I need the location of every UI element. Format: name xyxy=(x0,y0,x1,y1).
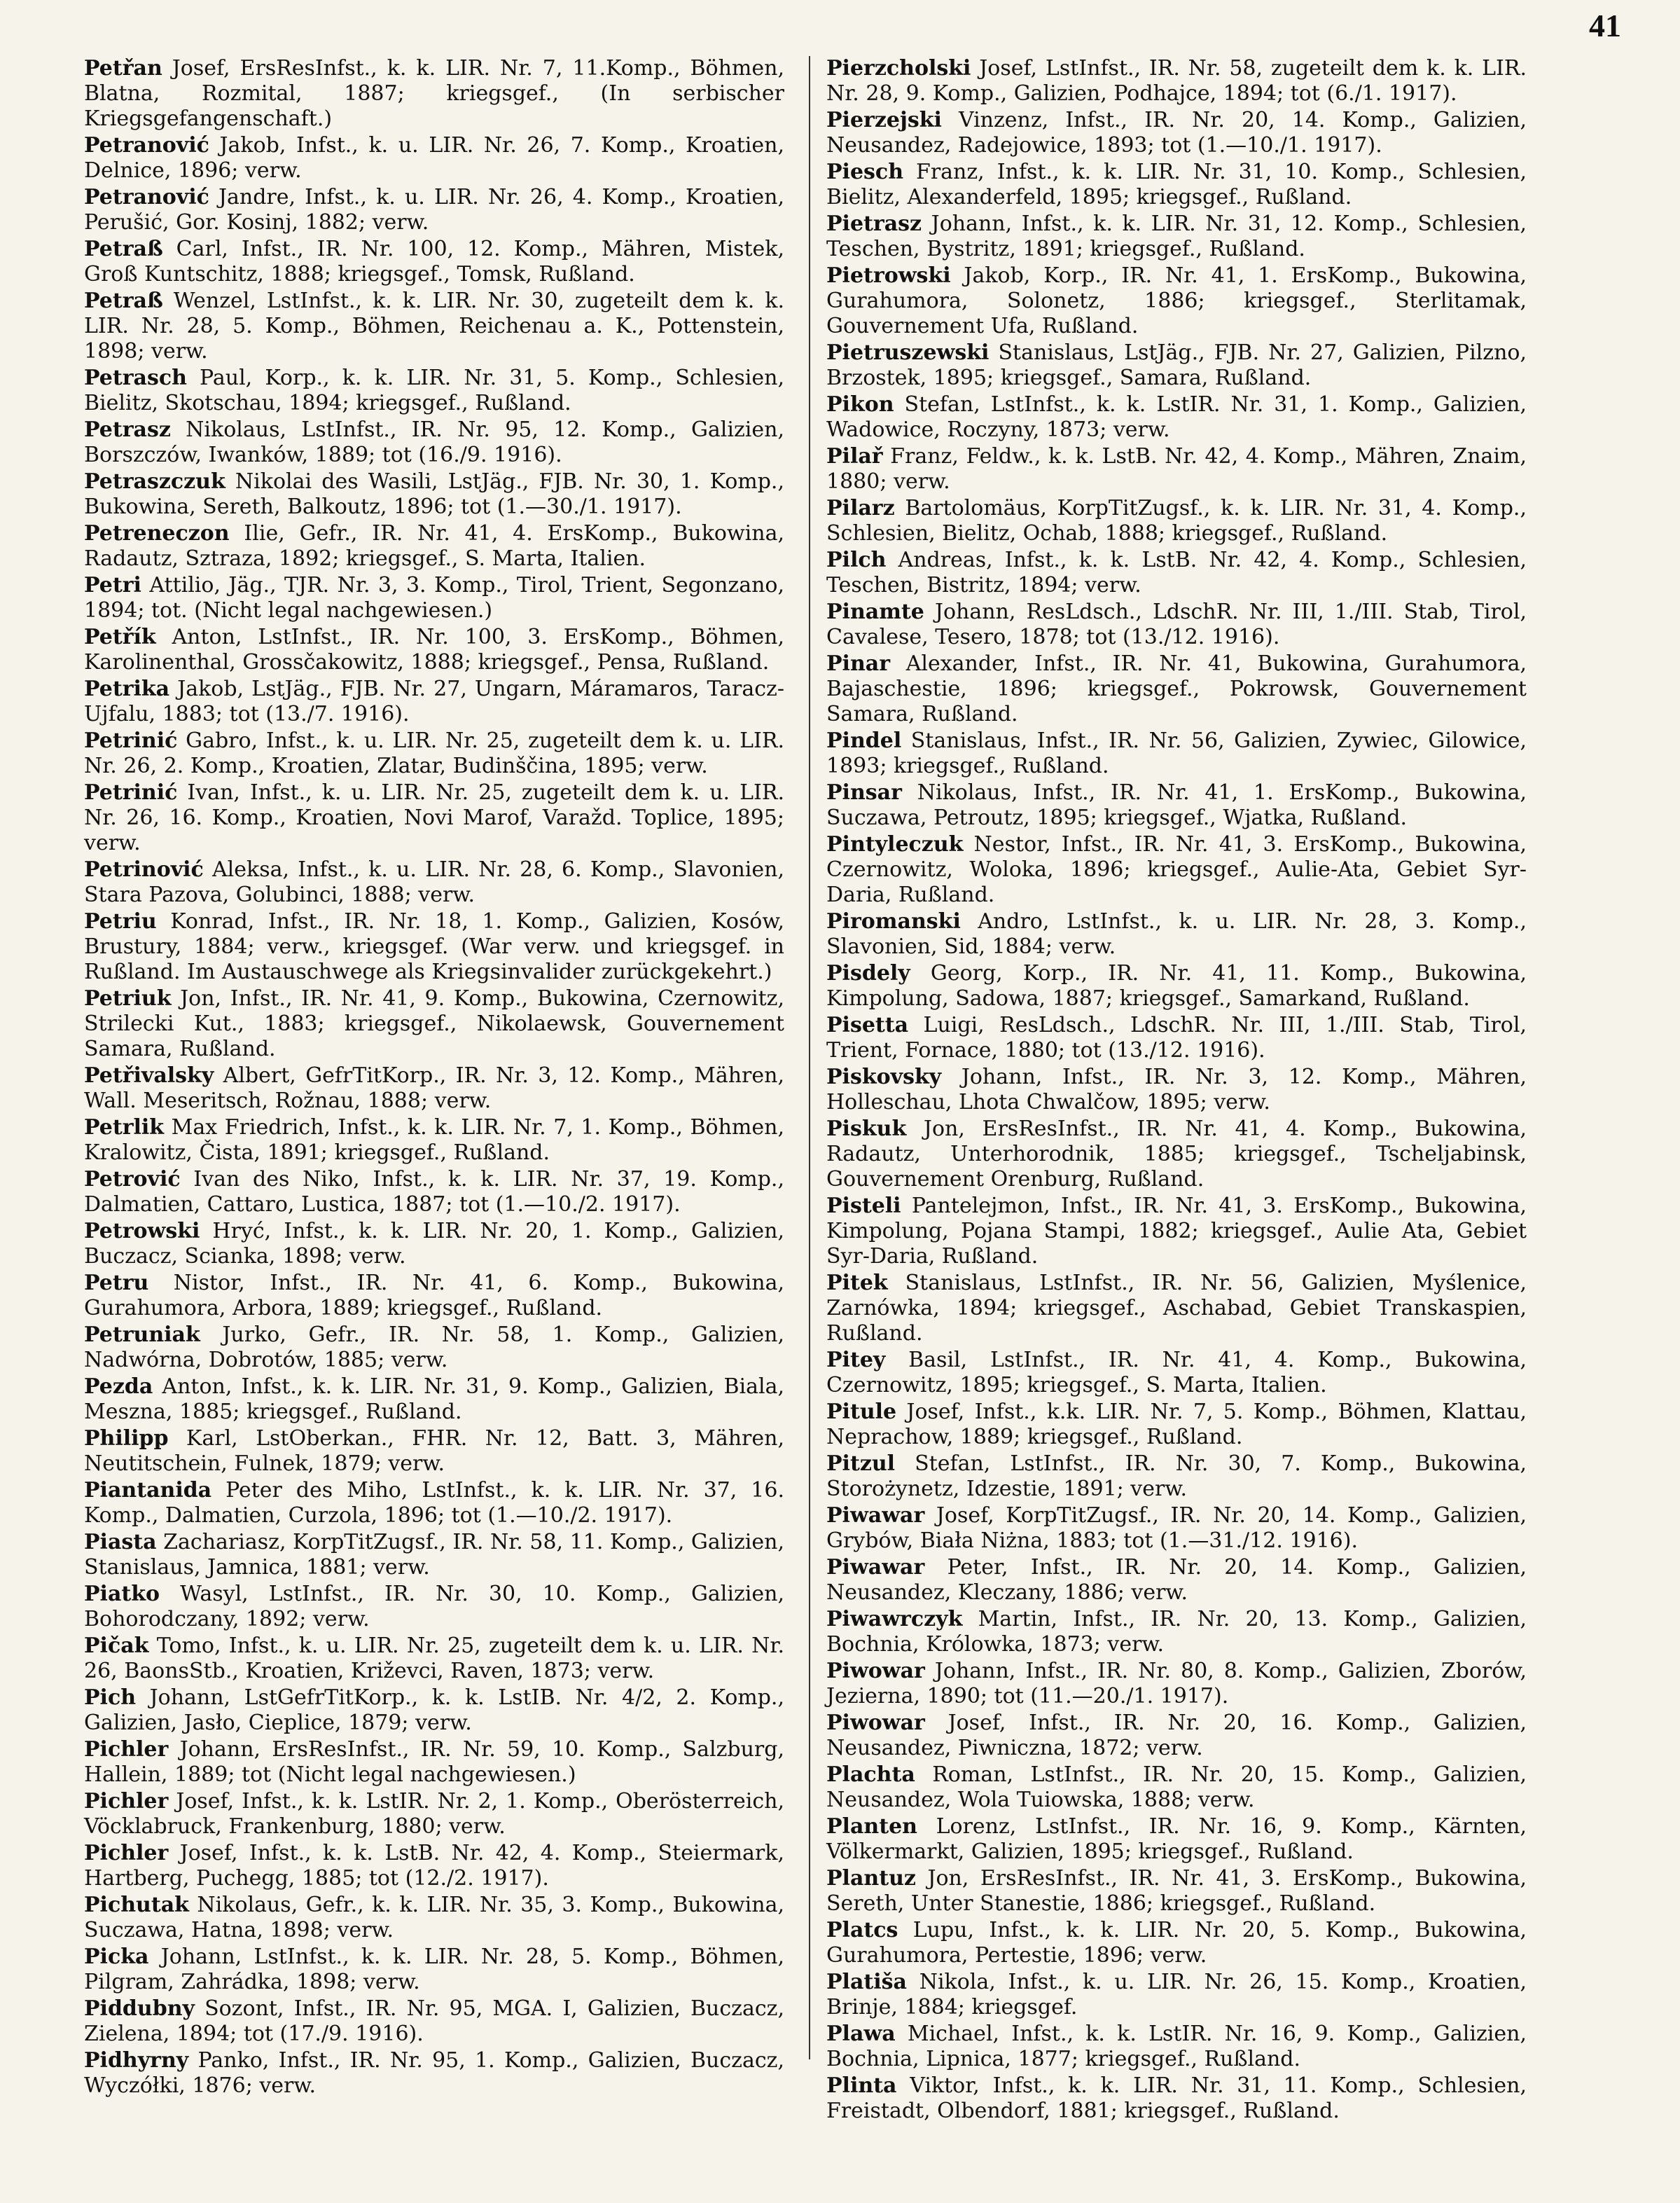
register-entry xyxy=(84,1893,784,1943)
entry-details: Tomo, Infst., k. u. LIR. Nr. 25, zugeteilt dem k. u. LIR. Nr. 26, BaonsStb., Kroatien, Križevci, Raven, 1873; verw. xyxy=(84,1634,784,1683)
entry-surname: Picka xyxy=(84,1945,149,1969)
register-entry xyxy=(826,263,1527,339)
register-entry xyxy=(84,1582,784,1632)
entry-surname: Pitzul xyxy=(826,1451,896,1476)
right-column xyxy=(826,56,1527,2125)
column-divider xyxy=(809,56,810,2059)
register-entry xyxy=(84,857,784,908)
entry-surname: Pierzcholski xyxy=(826,56,971,81)
entry-surname: Piskuk xyxy=(826,1117,907,1141)
entry-surname: Pintyleczuk xyxy=(826,832,964,857)
entry-details: Lupu, Infst., k. k. LIR. Nr. 20, 5. Komp., Bukowina, Gurahumora, Pertestie, 1896; verw. xyxy=(826,1918,1527,1968)
entry-surname: Pičak xyxy=(84,1634,149,1658)
entry-details: Franz, Feldw., k. k. LstB. Nr. 42, 4. Komp., Mähren, Znaim, 1880; verw. xyxy=(826,444,1527,494)
entry-surname: Petrinović xyxy=(84,857,204,882)
entry-surname: Piromanski xyxy=(826,909,961,934)
entry-details: Paul, Korp., k. k. LIR. Nr. 31, 5. Komp., Schlesien, Bielitz, Skotschau, 1894; kriegsgef., Rußland. xyxy=(84,366,784,415)
register-entry xyxy=(826,1866,1527,1917)
page-number: 41 xyxy=(1589,8,1621,43)
entry-surname: Piasta xyxy=(84,1530,157,1554)
entry-details: Ivan des Niko, Infst., k. k. LIR. Nr. 37, 19. Komp., Dalmatien, Cattaro, Lustica, 1887; tot (1.—10./2. 1917). xyxy=(84,1167,784,1217)
entry-surname: Petrinić xyxy=(84,780,178,805)
register-entry xyxy=(826,1013,1527,1063)
register-entry xyxy=(826,1348,1527,1398)
register-entry xyxy=(84,728,784,779)
register-entry xyxy=(84,780,784,856)
register-entry xyxy=(826,1970,1527,2020)
entry-surname: Petrasch xyxy=(84,366,187,390)
entry-surname: Plawa xyxy=(826,2022,896,2046)
entry-surname: Petruniak xyxy=(84,1323,200,1347)
register-entry xyxy=(84,185,784,235)
entry-details: Nistor, Infst., IR. Nr. 41, 6. Komp., Bukowina, Gurahumora, Arbora, 1889; kriegsgef., Rußland. xyxy=(84,1271,784,1320)
entry-surname: Petri xyxy=(84,573,141,598)
entry-details: Zachariasz, KorpTitZugsf., IR. Nr. 58, 11. Komp., Galizien, Stanislaus, Jamnica, 1881; verw. xyxy=(84,1530,784,1580)
register-entry xyxy=(84,417,784,468)
entry-details: Wasyl, LstInfst., IR. Nr. 30, 10. Komp., Galizien, Bohorodczany, 1892; verw. xyxy=(84,1582,784,1631)
register-entry xyxy=(826,600,1527,650)
entry-details: Anton, LstInfst., IR. Nr. 100, 3. ErsKomp., Böhmen, Karolinenthal, Grossčakowitz, 1888; kriegsgef., Pensa, Rußland. xyxy=(84,625,784,675)
entry-details: Jakob, LstJäg., FJB. Nr. 27, Ungarn, Máramaros, Taracz-Ujfalu, 1883; tot (13./7. 1916). xyxy=(84,677,784,726)
entry-details: Luigi, ResLdsch., LdschR. Nr. III, 1./III. Stab, Tirol, Trient, Fornace, 1880; tot (13./12. 1916). xyxy=(826,1013,1527,1063)
entry-surname: Petřivalsky xyxy=(84,1063,214,1088)
register-entry xyxy=(826,1400,1527,1450)
entry-details: Pantelejmon, Infst., IR. Nr. 41, 3. ErsKomp., Bukowina, Kimpolung, Pojana Stampi, 1882; kriegsgef., Aulie Ata, Gebiet Syr-Daria, Rußland. xyxy=(826,1194,1527,1269)
register-entry xyxy=(826,1503,1527,1554)
entry-surname: Platiša xyxy=(826,1970,907,1994)
entry-details: Johann, ResLdsch., LdschR. Nr. III, 1./III. Stab, Tirol, Cavalese, Tesero, 1878; tot (13./12. 1916). xyxy=(826,600,1527,649)
entry-surname: Petřan xyxy=(84,56,162,81)
entry-surname: Plinta xyxy=(826,2073,897,2098)
entry-surname: Piesch xyxy=(826,160,904,184)
register-entry xyxy=(826,2022,1527,2072)
entry-details: Johann, Infst., IR. Nr. 3, 12. Komp., Mähren, Holleschau, Lhota Chwalčow, 1895; verw. xyxy=(826,1065,1527,1114)
entry-surname: Pietrasz xyxy=(826,212,922,236)
entry-details: Lorenz, LstInfst., IR. Nr. 16, 9. Komp., Kärnten, Völkermarkt, Galizien, 1895; kriegsgef., Rußland. xyxy=(826,1814,1527,1864)
register-entry xyxy=(826,56,1527,106)
register-entry xyxy=(84,289,784,364)
register-entry xyxy=(826,496,1527,546)
register-entry xyxy=(826,1555,1527,1605)
entry-details: Konrad, Infst., IR. Nr. 18, 1. Komp., Galizien, Kosów, Brustury, 1884; verw., kriegsgef. (War verw. und kriegsgef. in Rußland. Im Austauschwege als Kriegsinvalider zurückgekehrt.) xyxy=(84,909,784,984)
entry-surname: Pierzejski xyxy=(826,108,942,132)
register-entry xyxy=(84,56,784,132)
entry-surname: Piwowar xyxy=(826,1711,925,1735)
entry-details: Jurko, Gefr., IR. Nr. 58, 1. Komp., Galizien, Nadwórna, Dobrotów, 1885; verw. xyxy=(84,1323,784,1372)
entry-surname: Plachta xyxy=(826,1762,915,1787)
entry-details: Josef, Infst., IR. Nr. 20, 16. Komp., Galizien, Neusandez, Piwniczna, 1872; verw. xyxy=(826,1711,1527,1760)
entry-surname: Pich xyxy=(84,1685,137,1710)
entry-surname: Pilch xyxy=(826,548,887,572)
entry-surname: Pisdely xyxy=(826,961,910,986)
register-entry xyxy=(826,651,1527,727)
register-entry xyxy=(84,909,784,985)
entry-details: Johann, LstGefrTitKorp., k. k. LstIB. Nr. 4/2, 2. Komp., Galizien, Jasło, Cieplice, 1879; verw. xyxy=(84,1685,784,1735)
register-entry xyxy=(826,909,1527,960)
entry-surname: Petraß xyxy=(84,237,163,261)
entry-surname: Petraszczuk xyxy=(84,469,225,494)
entry-details: Ivan, Infst., k. u. LIR. Nr. 25, zugeteilt dem k. u. LIR. Nr. 26, 16. Komp., Kroatien, Novi Marof, Varažd. Toplice, 1895; verw. xyxy=(84,780,784,855)
entry-details: Josef, LstInfst., IR. Nr. 58, zugeteilt dem k. k. LIR. Nr. 28, 9. Komp., Galizien, Podhajce, 1894; tot (6./1. 1917). xyxy=(826,56,1527,106)
entry-surname: Petrlik xyxy=(84,1115,165,1140)
register-entry xyxy=(84,1945,784,1995)
register-entry xyxy=(84,1996,784,2047)
entry-details: Basil, LstInfst., IR. Nr. 41, 4. Komp., Bukowina, Czernowitz, 1895; kriegsgef., S. Marta, Italien. xyxy=(826,1348,1527,1397)
register-entry xyxy=(826,108,1527,158)
register-entry xyxy=(826,1117,1527,1192)
register-entry xyxy=(826,1607,1527,1657)
entry-details: Johann, LstInfst., k. k. LIR. Nr. 28, 5. Komp., Böhmen, Pilgram, Zahrádka, 1898; verw. xyxy=(84,1945,784,1994)
entry-details: Jandre, Infst., k. u. LIR. Nr. 26, 4. Komp., Kroatien, Perušić, Gor. Kosinj, 1882; verw. xyxy=(84,185,784,235)
entry-surname: Pinsar xyxy=(826,780,902,805)
register-entry xyxy=(826,1762,1527,1813)
register-entry xyxy=(84,573,784,623)
entry-details: Jakob, Korp., IR. Nr. 41, 1. ErsKomp., Bukowina, Gurahumora, Solonetz, 1886; kriegsgef., Sterlitamak, Gouvernement Ufa, Rußland. xyxy=(826,263,1527,338)
register-entry xyxy=(826,728,1527,779)
entry-details: Nikolaus, Gefr., k. k. LIR. Nr. 35, 3. Komp., Bukowina, Suczawa, Hatna, 1898; verw. xyxy=(84,1893,784,1942)
register-entry xyxy=(826,780,1527,831)
entry-details: Alexander, Infst., IR. Nr. 41, Bukowina, Gurahumora, Bajaschestie, 1896; kriegsgef., Pokrowsk, Gouvernement Samara, Rußland. xyxy=(826,651,1527,726)
register-entry xyxy=(84,469,784,520)
entry-details: Josef, KorpTitZugsf., IR. Nr. 20, 14. Komp., Galizien, Grybów, Biała Niżna, 1883; tot (1.—31./12. 1916). xyxy=(826,1503,1527,1553)
entry-details: Sozont, Infst., IR. Nr. 95, MGA. I, Galizien, Buczacz, Zielena, 1894; tot (17./9. 1916). xyxy=(84,1996,784,2046)
register-entry xyxy=(826,1194,1527,1269)
register-entry xyxy=(84,1634,784,1684)
register-entry xyxy=(84,1685,784,1736)
entry-surname: Pichler xyxy=(84,1841,169,1865)
entry-details: Roman, LstInfst., IR. Nr. 20, 15. Komp., Galizien, Neusandez, Wola Tuiowska, 1888; verw. xyxy=(826,1762,1527,1812)
entry-details: Bartolomäus, KorpTitZugsf., k. k. LIR. Nr. 31, 4. Komp., Schlesien, Bielitz, Ochab, 1888; kriegsgef., Rußland. xyxy=(826,496,1527,546)
entry-surname: Pilarz xyxy=(826,496,895,520)
entry-surname: Planten xyxy=(826,1814,917,1839)
register-entry xyxy=(826,340,1527,391)
entry-details: Karl, LstOberkan., FHR. Nr. 12, Batt. 3, Mähren, Neutitschein, Fulnek, 1879; verw. xyxy=(84,1426,784,1476)
register-entry xyxy=(84,1478,784,1528)
entry-surname: Philipp xyxy=(84,1426,169,1451)
entry-surname: Pitule xyxy=(826,1400,897,1424)
entry-details: Martin, Infst., IR. Nr. 20, 13. Komp., Galizien, Bochnia, Królowka, 1873; verw. xyxy=(826,1607,1527,1657)
register-entry xyxy=(826,832,1527,908)
register-entry xyxy=(84,1737,784,1788)
register-entry xyxy=(84,1530,784,1580)
entry-details: Josef, Infst., k. k. LstIR. Nr. 2, 1. Komp., Oberösterreich, Vöcklabruck, Frankenburg, 1880; verw. xyxy=(84,1789,784,1839)
entry-surname: Petraß xyxy=(84,289,163,313)
entry-details: Peter des Miho, LstInfst., k. k. LIR. Nr. 37, 16. Komp., Dalmatien, Curzola, 1896; tot (1.—10./2. 1917). xyxy=(84,1478,784,1528)
entry-surname: Petrović xyxy=(84,1167,181,1192)
register-entry xyxy=(84,677,784,727)
entry-details: Gabro, Infst., k. u. LIR. Nr. 25, zugeteilt dem k. u. LIR. Nr. 26, 2. Komp., Kroatien, Zlatar, Budinščina, 1895; verw. xyxy=(84,728,784,778)
entry-surname: Pisteli xyxy=(826,1194,901,1218)
entry-details: Stanislaus, LstJäg., FJB. Nr. 27, Galizien, Pilzno, Brzostek, 1895; kriegsgef., Samara, Rußland. xyxy=(826,340,1527,390)
entry-surname: Pikon xyxy=(826,392,894,417)
register-entry xyxy=(826,1918,1527,1968)
entry-surname: Petriuk xyxy=(84,986,172,1011)
register-entry xyxy=(826,1659,1527,1709)
register-entry xyxy=(84,1374,784,1425)
register-entry xyxy=(84,986,784,1062)
entry-details: Nikolai des Wasili, LstJäg., FJB. Nr. 30, 1. Komp., Bukowina, Sereth, Balkoutz, 1896; tot (1.—30./1. 1917). xyxy=(84,469,784,519)
entry-details: Wenzel, LstInfst., k. k. LIR. Nr. 30, zugeteilt dem k. k. LIR. Nr. 28, 5. Komp., Böhmen, Reichenau a. K., Pottenstein, 1898; verw. xyxy=(84,289,784,364)
entry-details: Andreas, Infst., k. k. LstB. Nr. 42, 4. Komp., Schlesien, Teschen, Bistritz, 1894; verw. xyxy=(826,548,1527,598)
entry-details: Johann, Infst., k. k. LIR. Nr. 31, 12. Komp., Schlesien, Teschen, Bystritz, 1891; kriegsgef., Rußland. xyxy=(826,212,1527,261)
register-entry xyxy=(84,1219,784,1269)
entry-surname: Pinamte xyxy=(826,600,924,624)
left-column xyxy=(84,56,784,2100)
entry-surname: Plantuz xyxy=(826,1866,916,1891)
entry-details: Georg, Korp., IR. Nr. 41, 11. Komp., Bukowina, Kimpolung, Sadowa, 1887; kriegsgef., Samarkand, Rußland. xyxy=(826,961,1527,1011)
register-entry xyxy=(826,1711,1527,1761)
entry-surname: Pindel xyxy=(826,728,902,753)
entry-details: Jon, ErsResInfst., IR. Nr. 41, 4. Komp., Bukowina, Radautz, Unterhorodnik, 1885; kriegsgef., Tscheljabinsk, Gouvernement Orenburg, Rußland. xyxy=(826,1117,1527,1192)
entry-surname: Pinar xyxy=(826,651,891,676)
entry-details: Josef, Infst., k.k. LIR. Nr. 7, 5. Komp., Böhmen, Klattau, Neprachow, 1889; kriegsgef., Rußland. xyxy=(826,1400,1527,1449)
entry-details: Nestor, Infst., IR. Nr. 41, 3. ErsKomp., Bukowina, Czernowitz, Woloka, 1896; kriegsgef., Aulie-Ata, Gebiet Syr-Daria, Rußland. xyxy=(826,832,1527,907)
entry-surname: Pitek xyxy=(826,1271,888,1295)
entry-details: Viktor, Infst., k. k. LIR. Nr. 31, 11. Komp., Schlesien, Freistadt, Olbendorf, 1881; kriegsgef., Rußland. xyxy=(826,2073,1527,2123)
entry-details: Anton, Infst., k. k. LIR. Nr. 31, 9. Komp., Galizien, Biala, Meszna, 1885; kriegsgef., Rußland. xyxy=(84,1374,784,1424)
entry-surname: Petranović xyxy=(84,185,209,209)
entry-surname: Pisetta xyxy=(826,1013,909,1037)
entry-details: Stefan, LstInfst., k. k. LstIR. Nr. 31, 1. Komp., Galizien, Wadowice, Roczyny, 1873; verw. xyxy=(826,392,1527,442)
register-entry xyxy=(84,521,784,572)
register-entry xyxy=(826,212,1527,262)
entry-details: Albert, GefrTitKorp., IR. Nr. 3, 12. Komp., Mähren, Wall. Meseritsch, Rožnau, 1888; verw. xyxy=(84,1063,784,1113)
entry-details: Attilio, Jäg., TJR. Nr. 3, 3. Komp., Tirol, Trient, Segonzano, 1894; tot. (Nicht legal nachgewiesen.) xyxy=(84,573,784,623)
register-entry xyxy=(84,1167,784,1217)
entry-surname: Petranović xyxy=(84,133,209,158)
entry-surname: Pichutak xyxy=(84,1893,189,1917)
entry-surname: Piwawar xyxy=(826,1555,925,1580)
entry-details: Josef, ErsResInfst., k. k. LIR. Nr. 7, 11.Komp., Böhmen, Blatna, Rozmital, 1887; kriegsgef., (In serbischer Kriegsgefangenschaft.) xyxy=(84,56,784,131)
entry-surname: Pilař xyxy=(826,444,883,469)
entry-details: Stefan, LstInfst., IR. Nr. 30, 7. Komp., Bukowina, Storożynetz, Idzestie, 1891; verw. xyxy=(826,1451,1527,1501)
entry-details: Panko, Infst., IR. Nr. 95, 1. Komp., Galizien, Buczacz, Wyczółki, 1876; verw. xyxy=(84,2048,784,2098)
register-entry xyxy=(826,392,1527,443)
entry-details: Michael, Infst., k. k. LstIR. Nr. 16, 9. Komp., Galizien, Bochnia, Lipnica, 1877; kriegsgef., Rußland. xyxy=(826,2022,1527,2071)
entry-surname: Pietruszewski xyxy=(826,340,990,365)
register-entry xyxy=(826,961,1527,1011)
entry-surname: Piatko xyxy=(84,1582,160,1606)
entry-details: Nikolaus, Infst., IR. Nr. 41, 1. ErsKomp., Bukowina, Suczawa, Petroutz, 1895; kriegsgef., Wjatka, Rußland. xyxy=(826,780,1527,830)
register-entry xyxy=(84,237,784,287)
register-entry xyxy=(84,1115,784,1166)
entry-surname: Pezda xyxy=(84,1374,153,1399)
entry-details: Vinzenz, Infst., IR. Nr. 20, 14. Komp., Galizien, Neusandez, Radejowice, 1893; tot (1.—10./1. 1917). xyxy=(826,108,1527,158)
register-entry xyxy=(84,366,784,416)
entry-surname: Pitey xyxy=(826,1348,886,1372)
entry-surname: Petrika xyxy=(84,677,170,701)
entry-surname: Pidhyrny xyxy=(84,2048,189,2073)
register-entry xyxy=(826,2073,1527,2124)
entry-details: Nikola, Infst., k. u. LIR. Nr. 26, 15. Komp., Kroatien, Brinje, 1884; kriegsgef. xyxy=(826,1970,1527,2019)
entry-details: Johann, Infst., IR. Nr. 80, 8. Komp., Galizien, Zborów, Jezierna, 1890; tot (11.—20./1. 1917). xyxy=(826,1659,1527,1708)
entry-details: Josef, Infst., k. k. LstB. Nr. 42, 4. Komp., Steiermark, Hartberg, Puchegg, 1885; tot (12./2. 1917). xyxy=(84,1841,784,1891)
entry-surname: Platcs xyxy=(826,1918,898,1942)
entry-details: Peter, Infst., IR. Nr. 20, 14. Komp., Galizien, Neusandez, Kleczany, 1886; verw. xyxy=(826,1555,1527,1605)
entry-surname: Piddubny xyxy=(84,1996,195,2021)
register-entry xyxy=(84,2048,784,2099)
register-entry xyxy=(84,625,784,675)
entry-surname: Petrowski xyxy=(84,1219,200,1243)
entry-surname: Petřík xyxy=(84,625,156,649)
entry-surname: Piskovsky xyxy=(826,1065,942,1089)
entry-details: Nikolaus, LstInfst., IR. Nr. 95, 12. Komp., Galizien, Borszczów, Iwanków, 1889; tot (16./9. 1916). xyxy=(84,417,784,467)
register-entry xyxy=(826,160,1527,210)
register-entry xyxy=(84,1271,784,1321)
entry-surname: Petrinić xyxy=(84,728,178,753)
entry-details: Johann, ErsResInfst., IR. Nr. 59, 10. Komp., Salzburg, Hallein, 1889; tot (Nicht legal nachgewiesen.) xyxy=(84,1737,784,1787)
entry-details: Max Friedrich, Infst., k. k. LIR. Nr. 7, 1. Komp., Böhmen, Kralowitz, Čista, 1891; kriegsgef., Rußland. xyxy=(84,1115,784,1165)
register-entry xyxy=(84,1426,784,1477)
entry-details: Stanislaus, LstInfst., IR. Nr. 56, Galizien, Myślenice, Zarnówka, 1894; kriegsgef., Aschabad, Gebiet Transkaspien, Rußland. xyxy=(826,1271,1527,1346)
register-entry xyxy=(826,1814,1527,1865)
register-entry xyxy=(84,1789,784,1839)
register-entry xyxy=(826,1065,1527,1115)
register-entry xyxy=(826,1271,1527,1346)
entry-details: Ilie, Gefr., IR. Nr. 41, 4. ErsKomp., Bukowina, Radautz, Sztraza, 1892; kriegsgef., S. Marta, Italien. xyxy=(84,521,784,571)
entry-surname: Petru xyxy=(84,1271,149,1295)
entry-surname: Petriu xyxy=(84,909,157,934)
entry-details: Jon, Infst., IR. Nr. 41, 9. Komp., Bukowina, Czernowitz, Strilecki Kut., 1883; kriegsgef., Nikolaewsk, Gouvernement Samara, Rußland. xyxy=(84,986,784,1061)
entry-details: Andro, LstInfst., k. u. LIR. Nr. 28, 3. Komp., Slavonien, Sid, 1884; verw. xyxy=(826,909,1527,959)
register-entry xyxy=(84,1841,784,1891)
entry-surname: Piwawrczyk xyxy=(826,1607,963,1631)
entry-details: Franz, Infst., k. k. LIR. Nr. 31, 10. Komp., Schlesien, Bielitz, Alexanderfeld, 1895; kriegsgef., Rußland. xyxy=(826,160,1527,209)
entry-surname: Pietrowski xyxy=(826,263,951,288)
register-entry xyxy=(826,1451,1527,1502)
entry-details: Carl, Infst., IR. Nr. 100, 12. Komp., Mähren, Mistek, Groß Kuntschitz, 1888; kriegsgef., Tomsk, Rußland. xyxy=(84,237,784,286)
entry-details: Jakob, Infst., k. u. LIR. Nr. 26, 7. Komp., Kroatien, Delnice, 1896; verw. xyxy=(84,133,784,183)
register-entry xyxy=(826,444,1527,495)
register-entry xyxy=(84,1323,784,1373)
entry-surname: Piantanida xyxy=(84,1478,212,1503)
entry-surname: Piwawar xyxy=(826,1503,925,1528)
entry-surname: Piwowar xyxy=(826,1659,925,1683)
entry-surname: Pichler xyxy=(84,1789,169,1814)
entry-details: Stanislaus, Infst., IR. Nr. 56, Galizien, Zywiec, Gilowice, 1893; kriegsgef., Rußland. xyxy=(826,728,1527,778)
entry-surname: Petreneczon xyxy=(84,521,230,546)
register-entry xyxy=(84,133,784,184)
entry-surname: Pichler xyxy=(84,1737,169,1762)
entry-details: Jon, ErsResInfst., IR. Nr. 41, 3. ErsKomp., Bukowina, Sereth, Unter Stanestie, 1886; kriegsgef., Rußland. xyxy=(826,1866,1527,1916)
entry-surname: Petrasz xyxy=(84,417,171,442)
entry-details: Hryć, Infst., k. k. LIR. Nr. 20, 1. Komp., Galizien, Buczacz, Scianka, 1898; verw. xyxy=(84,1219,784,1269)
register-entry xyxy=(84,1063,784,1114)
entry-details: Aleksa, Infst., k. u. LIR. Nr. 28, 6. Komp., Slavonien, Stara Pazova, Golubinci, 1888; verw. xyxy=(84,857,784,907)
register-entry xyxy=(826,548,1527,598)
